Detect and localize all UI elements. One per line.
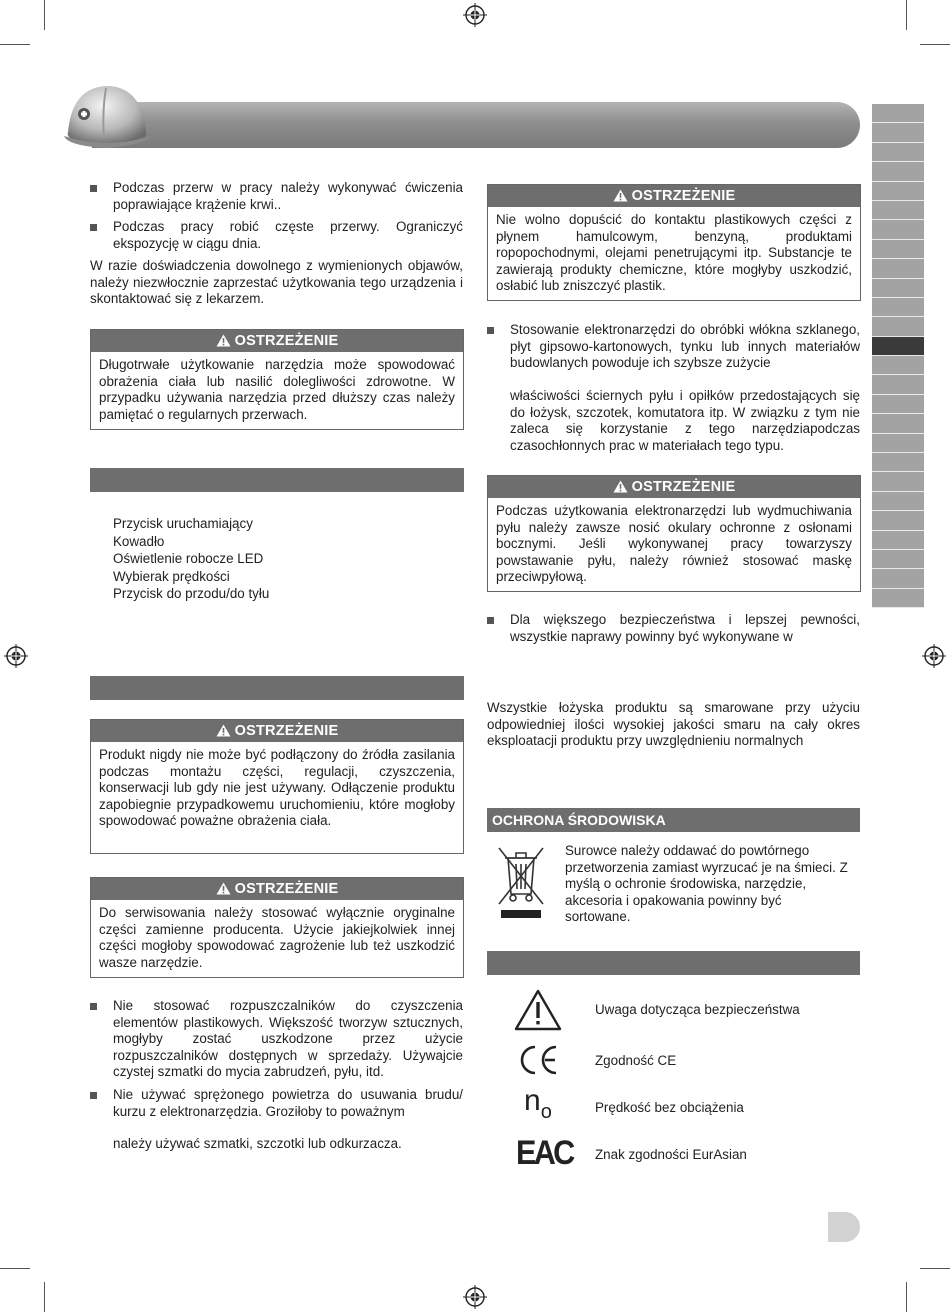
chapter-tab: [872, 356, 924, 375]
section-bar-environment: OCHRONA ŚRODOWISKA: [487, 808, 860, 832]
bullet-text: Dla większego bezpieczeństwa i lepszej pewności, wszystkie naprawy powinny być wykonywane w: [510, 612, 860, 644]
bullet-square: [90, 224, 97, 231]
warning-triangle-icon: [513, 988, 563, 1032]
symptoms-paragraph: W razie doświadczenia dowolnego z wymienionych objawów, należy niezwłocznie zaprzestać użytkowania tego urządzenia i skontaktować się z lekarzem.: [90, 258, 463, 307]
chapter-tab: [872, 472, 924, 491]
warning-header: [91, 330, 463, 352]
bullet-text: Podczas przerw w pracy należy wykonywać ćwiczenia poprawiające krążenie krwi..: [113, 180, 463, 212]
symbol-label: Uwaga dotycząca bezpieczeństwa: [595, 1002, 800, 1017]
safety-helmet-icon: [62, 74, 152, 152]
warning-title: OSTRZEŻENIE: [234, 333, 339, 349]
warning-header: [91, 720, 463, 742]
chapter-tab: [872, 317, 924, 336]
eac-mark-icon: [516, 1133, 573, 1175]
warning-text: Do serwisowania należy stosować wyłącznie oryginalne części zamienne producenta. Użycie jakiejkolwiek innej części mogłoby spowodować zagrożenie lub też uszkodzić wasze narzędzie.: [99, 905, 455, 970]
bullet-compressed-air-tail: należy używać szmatki, szczotki lub odkurzacza.: [113, 1136, 402, 1151]
bullet-square: [90, 1092, 97, 1099]
section-bar-symbols: [487, 951, 860, 975]
bullet-abrasive-materials-tail: właściwości ściernych pyłu i opiłków przedostających się do łożysk, szczotek, komutatora itp. W związku z tym nie zaleca się korzystanie z tego narzędziapodczas czasochłonnych prac w materiałach tego typu.: [510, 388, 860, 453]
chapter-tab: [872, 550, 924, 569]
parts-list-item: Przycisk uruchamiający: [113, 516, 253, 531]
bullet-solvents: [113, 998, 463, 1081]
registration-mark-icon: [4, 644, 28, 668]
chapter-tab: [872, 259, 924, 278]
crop-mark: [44, 0, 45, 30]
crop-mark: [906, 0, 907, 30]
chapter-tab: [872, 201, 924, 220]
no-load-speed-icon: [524, 1086, 564, 1122]
chapter-tab: [872, 492, 924, 511]
chapter-tab: [872, 589, 924, 608]
warning-box-eye-protection: [487, 475, 861, 592]
bullet-text: Nie używać sprężonego powietrza do usuwania brudu/ kurzu z elektronarzędzia. Groziłoby to poważnym: [113, 1087, 463, 1119]
crop-mark: [44, 1282, 45, 1312]
parts-list-item: Przycisk do przodu/do tyłu: [113, 586, 270, 601]
warning-triangle-icon: [216, 724, 231, 737]
symbol-label: Prędkość bez obciążenia: [595, 1100, 744, 1115]
chapter-tab: [872, 375, 924, 394]
no-load-speed-glyph: n: [524, 1084, 541, 1117]
symbol-label: Znak zgodności EurAsian: [595, 1147, 747, 1162]
ce-mark-icon: [516, 1043, 560, 1077]
environment-text: Surowce należy oddawać do powtórnego przetworzenia zamiast wyrzucać je na śmieci. Z myślą o ochronie środowiska, narzędzie, akcesoria i opakowania powinny być sortowane.: [565, 843, 848, 925]
warning-box-disconnect: [90, 719, 464, 854]
section-bar-maintenance: [90, 676, 464, 700]
bullet-square: [487, 327, 494, 334]
eac-mark-glyph: EAC: [516, 1134, 573, 1172]
chapter-tab: [872, 569, 924, 588]
bullet-exercise: [113, 180, 463, 213]
bullet-compressed-air: [113, 1087, 463, 1120]
warning-box-prolonged-use: [90, 329, 464, 430]
lubrication-paragraph: Wszystkie łożyska produktu są smarowane przy użyciu odpowiedniej ilości wysokiej jakości smaru na cały okres eksploatacji produktu przy uwzględnieniu normalnych: [487, 700, 860, 749]
warning-triangle-icon: [613, 480, 628, 493]
registration-mark-icon: [463, 1285, 487, 1309]
bullet-square: [90, 1003, 97, 1010]
page-number-tab: [828, 1212, 860, 1242]
chapter-tab: [872, 298, 924, 317]
warning-text: Podczas użytkowania elektronarzędzi lub wydmuchiwania pyłu należy zawsze nosić okulary ochronne z osłonami bocznymi. Jeśli wykonywanej pracy towarzyszy powstawanie pyłu, należy również stosować maskę przeciwpyłową.: [496, 503, 852, 585]
warning-box-original-parts: [90, 877, 464, 978]
bullet-square: [90, 185, 97, 192]
chapter-tab: [872, 104, 924, 123]
section-bar-parts: [90, 468, 464, 492]
chapter-tab: [872, 182, 924, 201]
warning-text: Produkt nigdy nie może być podłączony do źródła zasilania podczas montażu części, regulacji, czyszczenia, konserwacji lub gdy nie jest używany. Odłączenie produktu zapobiegnie przypadkowemu uruchomieniu, które mogłoby spowodować poważne obrażenia ciała.: [99, 747, 455, 829]
warning-text: Nie wolno dopuścić do kontaktu plastikowych części z płynem hamulcowym, benzyną, produktami ropopochodnymi, olejami penetrującymi itp. Substancje te zawierają produkty chemiczne, które mogłyby uszkodzić, osłabić lub zniszczyć plastik.: [496, 212, 852, 294]
bullet-abrasive-materials: [510, 322, 860, 372]
crop-mark: [920, 1268, 950, 1269]
warning-triangle-icon: [613, 189, 628, 202]
warning-box-plastic: [487, 184, 861, 301]
warning-header: [91, 878, 463, 900]
crop-mark: [0, 1268, 30, 1269]
warning-title: OSTRZEŻENIE: [631, 188, 736, 204]
parts-list: [113, 515, 453, 603]
warning-triangle-icon: [216, 334, 231, 347]
crop-mark: [920, 44, 950, 45]
warning-header: [488, 476, 860, 498]
no-load-speed-subscript: o: [540, 1101, 552, 1123]
chapter-tab: [872, 531, 924, 550]
registration-mark-icon: [463, 3, 487, 27]
chapter-tab: [872, 414, 924, 433]
bullet-square: [487, 617, 494, 624]
chapter-tab: [872, 123, 924, 142]
warning-text: Długotrwałe użytkowanie narzędzia może spowodować obrażenia ciała lub nasilić dolegliwości zdrowotne. W przypadku używania narzędzia przed dłuższy czas należy pamiętać o regularnych przerwach.: [99, 357, 455, 422]
chapter-tab: [872, 162, 924, 181]
chapter-tab-active: [872, 337, 924, 356]
weee-bin-icon: [494, 842, 548, 922]
symbol-label: Zgodność CE: [595, 1053, 677, 1068]
bullet-text: Podczas pracy robić częste przerwy. Ograniczyć ekspozycję w ciągu dnia.: [113, 219, 463, 251]
chapter-tab: [872, 511, 924, 530]
bullet-text: Stosowanie elektronarzędzi do obróbki włókna szklanego, płyt gipsowo-kartonowych, tynku lub innych materiałów budowlanych powoduje ich szybsze zużycie: [510, 322, 860, 371]
chapter-tab: [872, 220, 924, 239]
crop-mark: [0, 44, 30, 45]
warning-title: OSTRZEŻENIE: [234, 723, 339, 739]
parts-list-item: Kowadło: [113, 533, 165, 549]
warning-triangle-icon: [216, 882, 231, 895]
chapter-header-bar: [92, 102, 860, 148]
bullet-breaks: [113, 219, 463, 252]
bullet-repairs: [510, 612, 860, 645]
chapter-tab: [872, 434, 924, 453]
registration-mark-icon: [922, 644, 946, 668]
chapter-tab: [872, 395, 924, 414]
parts-list-item: Wybierak prędkości: [113, 568, 230, 584]
chapter-tab: [872, 143, 924, 162]
chapter-tab: [872, 453, 924, 472]
chapter-tab: [872, 240, 924, 259]
warning-title: OSTRZEŻENIE: [234, 881, 339, 897]
bullet-text: Nie stosować rozpuszczalników do czyszczenia elementów plastikowych. Większość tworzyw sztucznych, mogłyby zostać uszkodzone przez użycie rozpuszczalników dostępnych w sprzedaży. Używajcie czystej szmatki do mycia zabrudzeń, pyłu, itd.: [113, 998, 463, 1080]
chapter-tab-index: [872, 104, 924, 608]
parts-list-item: Oświetlenie robocze LED: [113, 551, 264, 566]
warning-header: [488, 185, 860, 207]
warning-title: OSTRZEŻENIE: [631, 479, 736, 495]
crop-mark: [906, 1282, 907, 1312]
chapter-tab: [872, 279, 924, 298]
